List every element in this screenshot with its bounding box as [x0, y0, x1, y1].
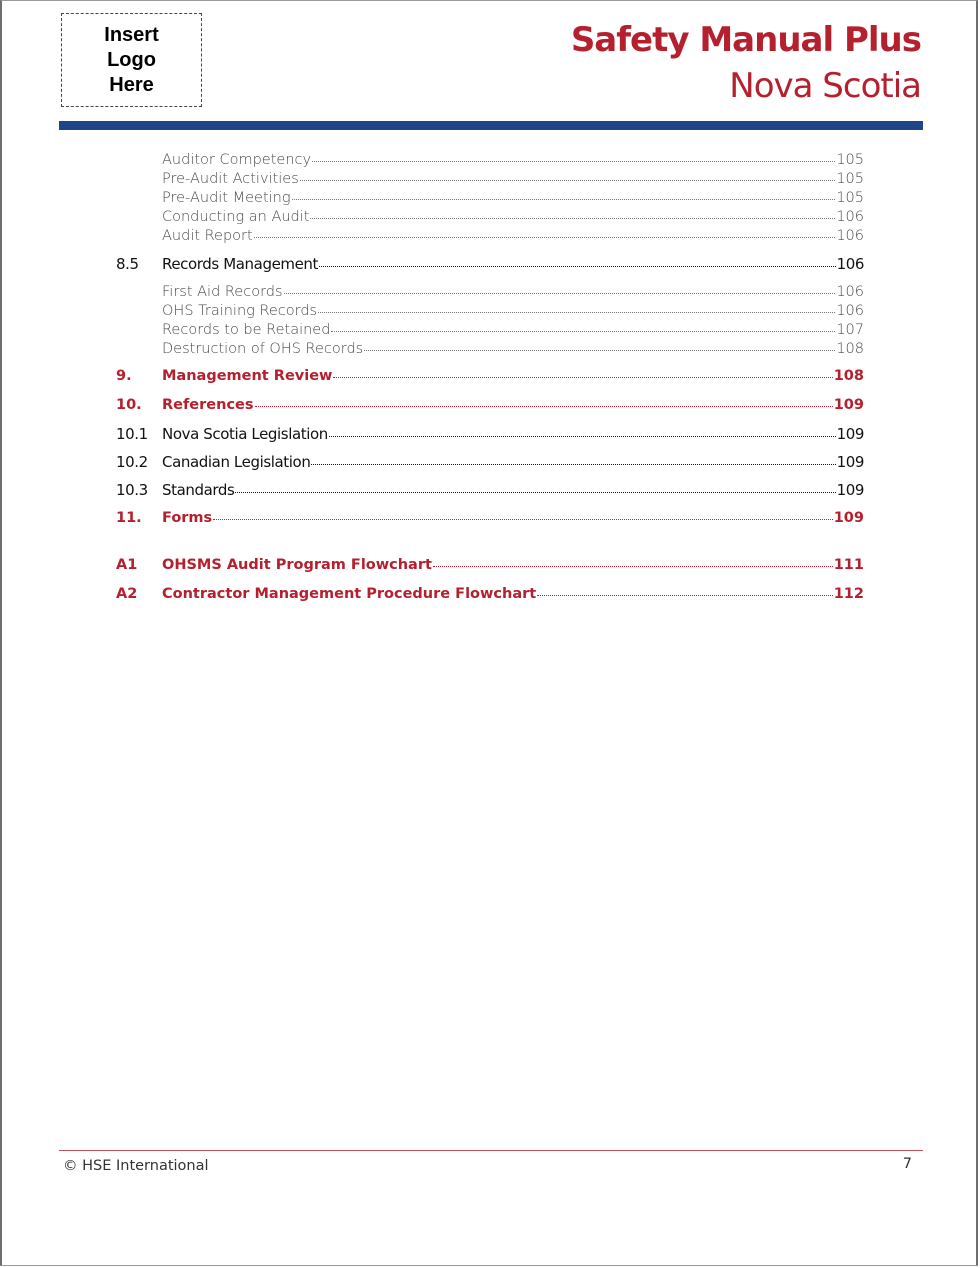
toc-entry-page: 112 — [833, 586, 864, 602]
toc-entry[interactable] — [116, 453, 864, 471]
toc-entry-label: Nova Scotia Legislation — [162, 425, 328, 443]
toc-entry-label: Standards — [162, 481, 235, 499]
toc-entry-label: References — [162, 397, 254, 413]
toc-entry-number: A2 — [116, 586, 138, 602]
toc-entry-label: First Aid Records — [162, 284, 283, 300]
toc-entry-label: Management Review — [162, 368, 333, 384]
toc-dot-leader — [318, 312, 835, 313]
toc-entry[interactable] — [116, 397, 864, 413]
toc-entry-number: 8.5 — [116, 255, 139, 273]
toc-dot-leader — [364, 350, 835, 351]
toc-entry-number: 10.2 — [116, 453, 148, 471]
toc-dot-leader — [433, 566, 833, 567]
toc-dot-leader — [300, 180, 836, 181]
toc-dot-leader — [235, 492, 835, 493]
toc-entry-label: Forms — [162, 510, 213, 526]
toc-entry-page: 106 — [836, 255, 864, 273]
page-number: 7 — [902, 1156, 912, 1172]
toc-entry[interactable] — [116, 510, 864, 526]
toc-dot-leader — [319, 266, 836, 267]
toc-entry[interactable] — [116, 368, 864, 384]
toc-entry-page: 111 — [833, 557, 864, 573]
document-subtitle: Nova Scotia — [729, 66, 921, 106]
toc-entry-number: A1 — [116, 557, 138, 573]
toc-dot-leader — [333, 377, 832, 378]
toc-dot-leader — [213, 519, 833, 520]
toc-entry-number: 11. — [116, 510, 142, 526]
toc-entry[interactable] — [116, 557, 864, 573]
toc-entry-page: 106 — [836, 228, 864, 244]
toc-entry-label: Canadian Legislation — [162, 453, 311, 471]
toc-entry-label: Destruction of OHS Records — [162, 341, 364, 357]
toc-entry-page: 105 — [836, 152, 864, 168]
toc-entry-label: OHS Training Records — [162, 303, 318, 319]
toc-entry-label: Conducting an Audit — [162, 209, 310, 225]
toc-entry[interactable] — [116, 209, 864, 225]
toc-dot-leader — [537, 595, 833, 596]
toc-entry-number: 10.3 — [116, 481, 148, 499]
toc-dot-leader — [254, 237, 836, 238]
toc-entry-label: Pre-Audit Activities — [162, 171, 299, 187]
toc-entry-page: 109 — [833, 510, 864, 526]
toc-dot-leader — [329, 436, 836, 437]
toc-entry-page: 108 — [836, 341, 864, 357]
header-divider — [59, 121, 923, 130]
toc-entry-page: 109 — [833, 397, 864, 413]
toc-entry-label: OHSMS Audit Program Flowchart — [162, 557, 432, 573]
toc-dot-leader — [331, 331, 835, 332]
toc-entry-page: 106 — [836, 284, 864, 300]
toc-entry[interactable] — [116, 171, 864, 187]
toc-entry[interactable] — [116, 284, 864, 300]
toc-entry-label: Contractor Management Procedure Flowchart — [162, 586, 537, 602]
toc-entry-page: 107 — [836, 322, 864, 338]
toc-dot-leader — [284, 293, 836, 294]
toc-entry-label: Audit Report — [162, 228, 253, 244]
toc-entry[interactable] — [116, 228, 864, 244]
copyright-text: © HSE International — [63, 1158, 209, 1174]
toc-entry-page: 105 — [836, 190, 864, 206]
toc-entry-page: 109 — [836, 425, 864, 443]
toc-entry-page: 109 — [836, 453, 864, 471]
toc-dot-leader — [312, 161, 835, 162]
footer-divider — [59, 1150, 923, 1151]
toc-entry[interactable] — [116, 255, 864, 273]
toc-entry[interactable] — [116, 341, 864, 357]
toc-entry[interactable] — [116, 303, 864, 319]
toc-entry-number: 10. — [116, 397, 142, 413]
toc-entry[interactable] — [116, 322, 864, 338]
toc-entry-page: 106 — [836, 303, 864, 319]
toc-dot-leader — [255, 406, 833, 407]
toc-entry-number: 10.1 — [116, 425, 148, 443]
toc-entry-label: Records Management — [162, 255, 319, 273]
logo-placeholder: Insert Logo Here — [61, 13, 202, 107]
toc-entry-label: Pre-Audit Meeting — [162, 190, 291, 206]
toc-entry[interactable] — [116, 586, 864, 602]
toc-entry[interactable] — [116, 425, 864, 443]
toc-entry[interactable] — [116, 152, 864, 168]
toc-entry-label: Records to be Retained — [162, 322, 331, 338]
toc-entry[interactable] — [116, 190, 864, 206]
toc-entry-page: 106 — [836, 209, 864, 225]
toc-entry-page: 108 — [833, 368, 864, 384]
document-title: Safety Manual Plus — [570, 20, 921, 60]
toc-entry-label: Auditor Competency — [162, 152, 312, 168]
toc-entry-page: 109 — [836, 481, 864, 499]
toc-entry-number: 9. — [116, 368, 132, 384]
toc-dot-leader — [311, 464, 835, 465]
toc-dot-leader — [310, 218, 835, 219]
toc-entry[interactable] — [116, 481, 864, 499]
toc-entry-page: 105 — [836, 171, 864, 187]
toc-dot-leader — [292, 199, 836, 200]
